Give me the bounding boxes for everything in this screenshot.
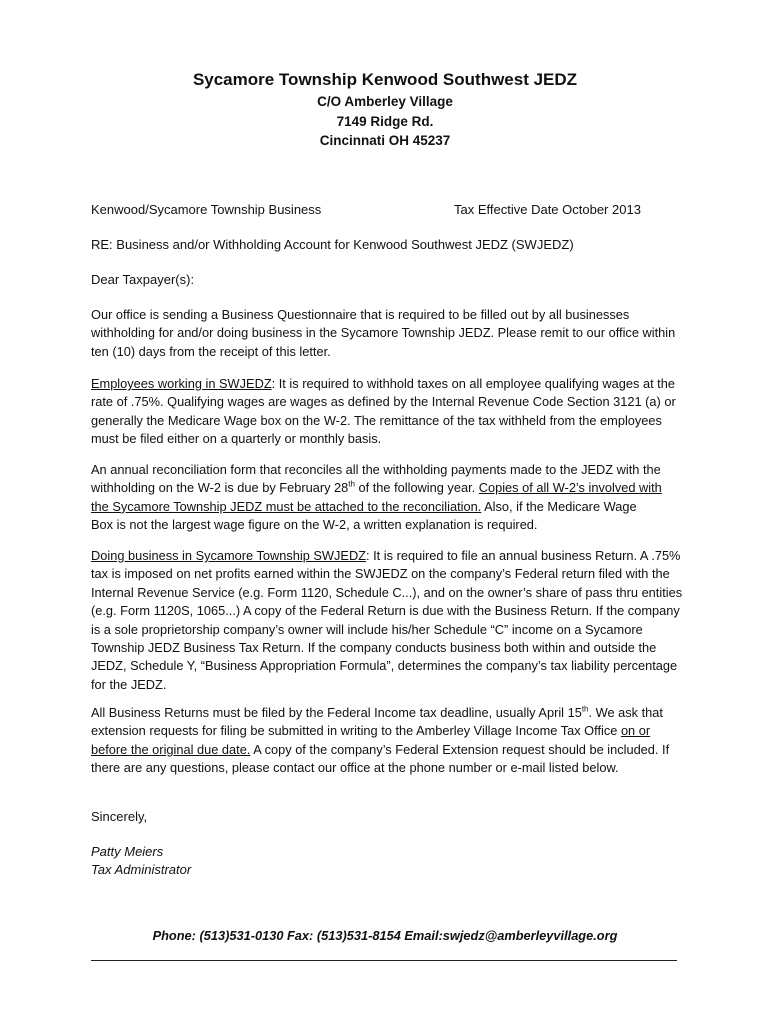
paragraph-line bbox=[91, 547, 691, 565]
underlined-text: Copies of all W-2’s involved with bbox=[478, 480, 662, 496]
paragraph-line: ten (10) days from the receipt of this letter. bbox=[91, 343, 331, 359]
paragraph-line bbox=[91, 741, 691, 759]
text-span: : It is required to withhold taxes on all employee qualifying wages at the bbox=[271, 376, 675, 391]
underlined-text: the Sycamore Township JEDZ must be attached to the reconciliation. bbox=[91, 498, 482, 514]
paragraph-line: Township JEDZ Business Tax Return. If the company conducts business both within and outside the bbox=[91, 640, 657, 656]
doing-business-heading: Doing business in Sycamore Township SWJEDZ bbox=[91, 548, 367, 563]
text-span: : It is required to file an annual business Return. A .75% bbox=[366, 548, 681, 563]
paragraph-reconciliation bbox=[91, 461, 691, 535]
paragraph-line: An annual reconciliation form that reconciles all the withholding payments made to the JEDZ with the bbox=[91, 462, 661, 477]
paragraph-line: rate of .75%. Qualifying wages are wages as defined by the Internal Revenue Code Section 3121 (a) or bbox=[91, 394, 676, 410]
text-span: . We ask that bbox=[588, 705, 663, 720]
signer-title: Tax Administrator bbox=[91, 862, 192, 877]
employees-heading: Employees working in SWJEDZ bbox=[91, 376, 272, 391]
closing: Sincerely, bbox=[91, 809, 148, 824]
paragraph-line bbox=[91, 722, 691, 740]
salutation: Dear Taxpayer(s): bbox=[91, 272, 195, 287]
paragraph-line: must be filed either on a quarterly or monthly basis. bbox=[91, 431, 382, 447]
underlined-text: on or bbox=[620, 723, 651, 739]
paragraph-line: withholding for and/or doing business in the Sycamore Township JEDZ. Please remit to our office within bbox=[91, 325, 676, 341]
superscript: th bbox=[581, 704, 589, 714]
paragraph-line: JEDZ, Schedule Y, “Business Appropriation Formula”, determines the company’s tax liability percentage bbox=[91, 658, 678, 674]
paragraph-line bbox=[91, 704, 691, 722]
paragraph-line: is a sole proprietorship company’s owner will include his/her Schedule “C” income on a Sycamore bbox=[91, 621, 643, 637]
paragraph-line: Internal Revenue Service (e.g. Form 1120, Schedule C...), and on the owner’s share of pass thru entities bbox=[91, 584, 683, 600]
text-span: All Business Returns must be filed by the Federal Income tax deadline, usually April 15 bbox=[91, 705, 582, 720]
contact-footer: Phone: (513)531-0130 Fax: (513)531-8154 Email:swjedz@amberleyvillage.org bbox=[152, 928, 618, 943]
superscript: th bbox=[348, 480, 355, 490]
paragraph-filing bbox=[91, 704, 691, 778]
text-span: of the following year. bbox=[354, 480, 479, 496]
paragraph-line: for the JEDZ. bbox=[91, 676, 167, 692]
text-span: A copy of the company’s Federal Extension request should be included. If bbox=[250, 741, 670, 757]
footer-divider bbox=[91, 960, 677, 961]
paragraph-line: there are any questions, please contact our office at the phone number or e-mail listed below. bbox=[91, 760, 619, 776]
letterhead-street: 7149 Ridge Rd. bbox=[336, 114, 434, 129]
underlined-text: before the original due date. bbox=[91, 741, 251, 757]
recipient-type: Kenwood/Sycamore Township Business bbox=[91, 202, 322, 217]
text-span: extension requests for filing be submitted in writing to the Amberley Village Income Tax Office bbox=[91, 723, 621, 739]
letterhead-city: Cincinnati OH 45237 bbox=[319, 133, 451, 148]
paragraph-doing-business bbox=[91, 547, 691, 694]
text-span: withholding on the W-2 is due by February 28 bbox=[91, 480, 349, 496]
paragraph-line: tax is imposed on net profits earned within the SWJEDZ on the company’s Federal return filed with the bbox=[91, 566, 670, 582]
paragraph-line bbox=[91, 479, 691, 497]
re-line: RE: Business and/or Withholding Account for Kenwood Southwest JEDZ (SWJEDZ) bbox=[91, 237, 574, 252]
paragraph-line: (e.g. Form 1120S, 1065...) A copy of the Federal Return is due with the Business Return. If the company bbox=[91, 603, 680, 619]
paragraph-line: generally the Medicare Wage box on the W-2. The remittance of the tax withheld from the employees bbox=[91, 412, 662, 428]
paragraph-line bbox=[91, 498, 691, 516]
signer-name: Patty Meiers bbox=[91, 844, 164, 859]
paragraph-line: Box is not the largest wage figure on the W-2, a written explanation is required. bbox=[91, 517, 538, 533]
paragraph-intro bbox=[91, 306, 691, 361]
letterhead-care-of: C/O Amberley Village bbox=[317, 94, 453, 109]
paragraph-line bbox=[91, 375, 691, 393]
effective-date: Tax Effective Date October 2013 bbox=[454, 202, 641, 217]
text-span: Also, if the Medicare Wage bbox=[481, 498, 637, 514]
paragraph-line: Our office is sending a Business Questionnaire that is required to be filled out by all businesses bbox=[91, 307, 630, 322]
paragraph-employees bbox=[91, 375, 691, 449]
letterhead-title: Sycamore Township Kenwood Southwest JEDZ bbox=[192, 70, 578, 89]
